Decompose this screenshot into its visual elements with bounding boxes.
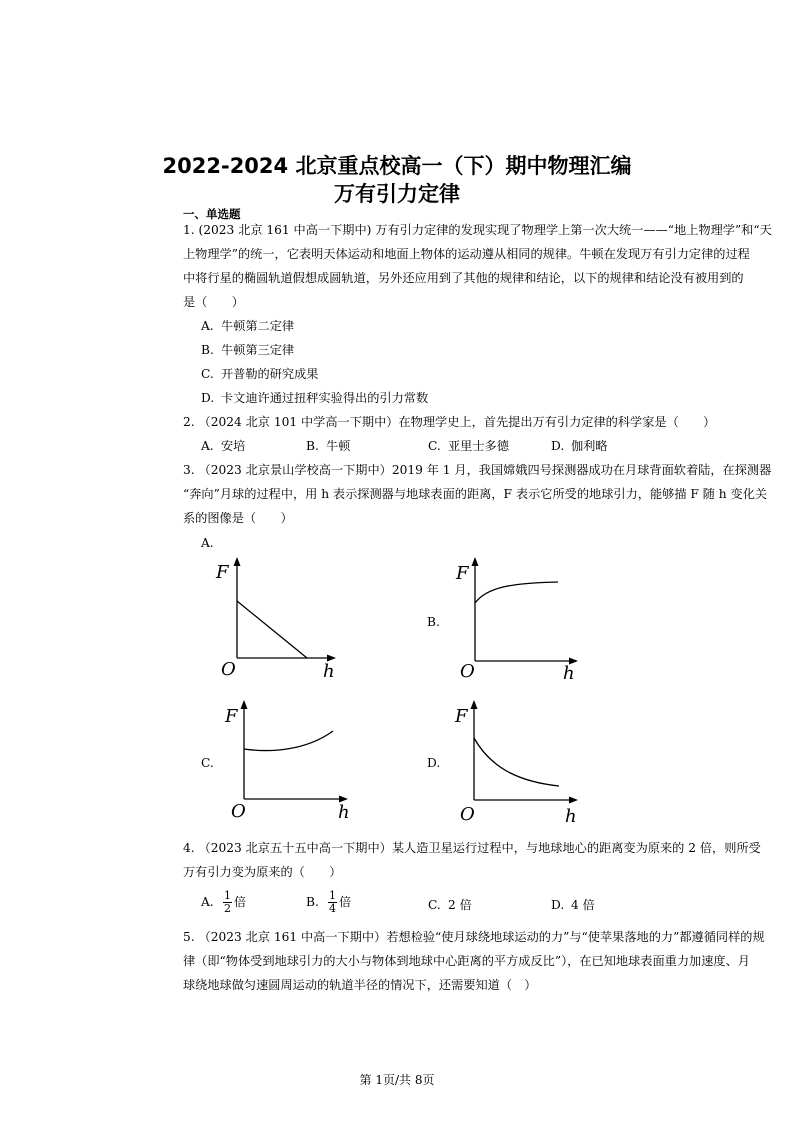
q3-option-d-label[interactable]: D. bbox=[427, 756, 441, 770]
q3-line-3: 系的图像是（ ） bbox=[183, 511, 293, 525]
page-footer: 第 1页/共 8页 bbox=[359, 1073, 435, 1087]
fraction: $\frac{1}{2}$ bbox=[224, 889, 231, 915]
q1-option-d[interactable]: D. 卡文迪许通过扭秤实验得出的引力常数 bbox=[201, 391, 429, 405]
q3-graph-d[interactable] bbox=[452, 698, 587, 828]
q3-graph-a-x-label: h bbox=[323, 661, 335, 682]
q3-line-1: 3. （2023 北京景山学校高一下期中）2019 年 1 月，我国嫦娥四号探测器成功在月球背面软着陆，在探测器 bbox=[183, 463, 772, 477]
q3-graph-c-y-label: F bbox=[225, 706, 238, 727]
document-subtitle: 万有引力定律 bbox=[334, 182, 460, 206]
q1-line-4: 是（ ） bbox=[183, 295, 244, 309]
q2-option-d[interactable]: D. 伽利略 bbox=[551, 439, 608, 453]
q4-line-2: 万有引力变为原来的（ ） bbox=[183, 865, 342, 879]
q4-line-1: 4. （2023 北京五十五中高一下期中）某人造卫星运行过程中，与地球地心的距离变为原来的 2 倍，则所受 bbox=[183, 841, 761, 855]
q3-graph-c[interactable] bbox=[222, 698, 357, 828]
q3-graph-c-origin: O bbox=[231, 801, 246, 822]
q2-option-b[interactable]: B. 牛顿 bbox=[306, 439, 351, 453]
q3-graph-d-y-label: F bbox=[455, 706, 468, 727]
q3-graph-b[interactable] bbox=[452, 555, 587, 685]
q3-graph-a[interactable] bbox=[212, 555, 342, 685]
q3-graph-b-y-label: F bbox=[456, 563, 469, 584]
q2-stem: 2. （2024 北京 101 中学高一下期中）在物理学史上，首先提出万有引力定律的科学家是（ ） bbox=[183, 415, 716, 429]
q3-graph-b-x-label: h bbox=[563, 663, 575, 684]
q5-line-1: 5. （2023 北京 161 中高一下期中）若想检验“使月球绕地球运动的力”与“使苹果落地的力”都遵循同样的规 bbox=[183, 930, 765, 944]
q1-option-c[interactable]: C. 开普勒的研究成果 bbox=[201, 367, 319, 381]
q3-line-2: “奔向”月球的过程中，用 h 表示探测器与地球表面的距离，F 表示它所受的地球引力，能够描 F 随 h 变化关 bbox=[183, 487, 768, 501]
q1-line-2: 上物理学”的统一，它表明天体运动和地面上物体的运动遵从相同的规律。牛顿在发现万有引力定律的过程 bbox=[183, 247, 750, 261]
q4-option-a[interactable]: A. $\frac{1}{2}$ 倍 bbox=[201, 889, 247, 915]
document-title: 2022-2024 北京重点校高一（下）期中物理汇编 bbox=[162, 154, 632, 178]
q3-option-b-label[interactable]: B. bbox=[427, 615, 440, 629]
q3-option-c-label[interactable]: C. bbox=[201, 756, 214, 770]
q3-option-a-label[interactable]: A. bbox=[201, 536, 214, 550]
q4-option-c[interactable]: C. 2 倍 bbox=[428, 898, 472, 912]
q3-graph-d-origin: O bbox=[460, 804, 475, 825]
q1-option-b[interactable]: B. 牛顿第三定律 bbox=[201, 343, 295, 357]
q2-option-c[interactable]: C. 亚里士多德 bbox=[428, 439, 509, 453]
q2-option-a[interactable]: A. 安培 bbox=[201, 439, 246, 453]
q3-graph-c-x-label: h bbox=[338, 802, 350, 823]
q5-line-3: 球绕地球做匀速圆周运动的轨道半径的情况下，还需要知道（ ） bbox=[183, 978, 537, 992]
q4-option-d[interactable]: D. 4 倍 bbox=[551, 898, 595, 912]
q4-option-b[interactable]: B. $\frac{1}{4}$ 倍 bbox=[306, 889, 352, 915]
fraction: $\frac{1}{4}$ bbox=[329, 889, 336, 915]
q3-graph-a-y-label: F bbox=[216, 562, 229, 583]
q3-graph-a-origin: O bbox=[221, 659, 236, 680]
q5-line-2: 律（即“物体受到地球引力的大小与物体到地球中心距离的平方成反比”），在已知地球表面重力加速度、月 bbox=[183, 954, 750, 968]
q1-line-3: 中将行星的椭圆轨道假想成圆轨道，另外还应用到了其他的规律和结论，以下的规律和结论没有被用到的 bbox=[183, 271, 744, 285]
q1-line-1: 1. (2023 北京 161 中高一下期中) 万有引力定律的发现实现了物理学上第一次大统一——“地上物理学”和“天 bbox=[183, 223, 772, 237]
q3-graph-b-origin: O bbox=[460, 661, 475, 682]
section-heading: 一、单选题 bbox=[183, 207, 241, 221]
q1-option-a[interactable]: A. 牛顿第二定律 bbox=[201, 319, 295, 333]
q3-graph-d-x-label: h bbox=[565, 806, 577, 827]
